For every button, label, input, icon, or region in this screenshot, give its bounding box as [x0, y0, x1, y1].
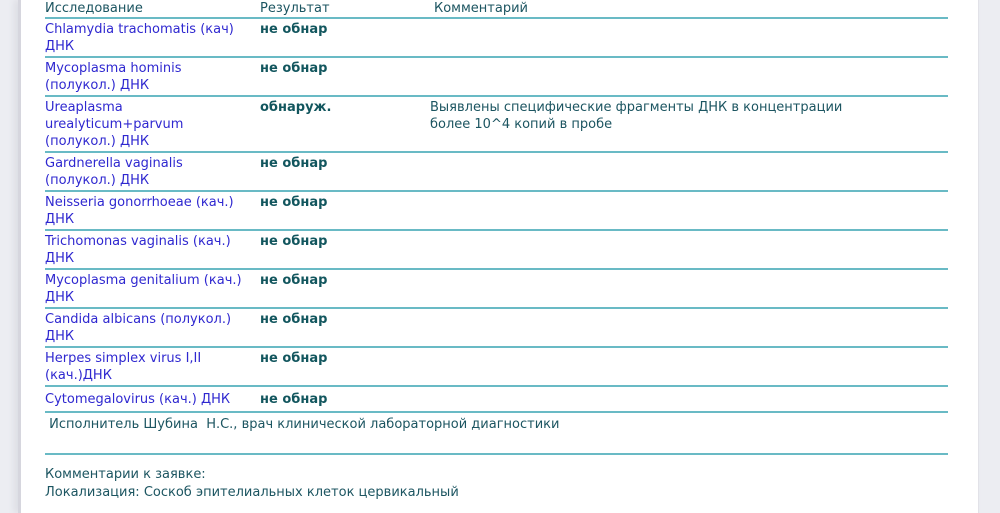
test-name: Mycoplasma hominis (полукол.) ДНК: [45, 61, 182, 93]
test-name: Cytomegalovirus (кач.) ДНК: [45, 392, 231, 407]
column-header-result: Результат: [260, 1, 330, 16]
table-row: [45, 97, 948, 153]
test-comment: [430, 350, 885, 384]
test-result: не обнар: [260, 392, 328, 407]
column-header-study: Исследование: [45, 1, 143, 16]
column-header-comment: Комментарий: [434, 1, 528, 16]
table-row: [45, 387, 948, 413]
test-comment: [430, 194, 885, 228]
test-comment: [430, 155, 885, 189]
test-name: Candida albicans (полукол.) ДНК: [45, 312, 232, 344]
test-result: обнаруж.: [260, 100, 332, 115]
test-name: Neisseria gonorrhoeae (кач.) ДНК: [45, 195, 234, 227]
request-comments-block: [45, 455, 948, 502]
document-page: [18, 0, 979, 513]
test-result: не обнар: [260, 312, 328, 327]
test-result: не обнар: [260, 156, 328, 171]
table-header-row: [45, 0, 948, 19]
test-result: не обнар: [260, 351, 328, 366]
table-row: [45, 192, 948, 231]
table-row: [45, 231, 948, 270]
executor-line: Исполнитель Шубина Н.С., врач клинической лабораторной диагностики: [45, 413, 948, 455]
test-comment: [430, 391, 885, 408]
test-name: Chlamydia trachomatis (кач) ДНК: [45, 22, 234, 54]
table-row: [45, 270, 948, 309]
test-comment: [430, 60, 885, 94]
test-result: не обнар: [260, 22, 328, 37]
request-comments-title: Комментарии к заявке:: [45, 467, 206, 482]
report-content: [45, 0, 948, 502]
test-result: не обнар: [260, 273, 328, 288]
request-comments-localization: Локализация: Соскоб эпителиальных клеток цервикальный: [45, 485, 459, 500]
test-result: не обнар: [260, 61, 328, 76]
table-row: [45, 19, 948, 58]
test-name: Mycoplasma genitalium (кач.) ДНК: [45, 273, 242, 305]
table-row: [45, 58, 948, 97]
test-comment: Выявлены специфические фрагменты ДНК в концентрации более 10^4 копий в пробе: [430, 100, 843, 132]
test-comment: [430, 233, 885, 267]
test-comment: [430, 272, 885, 306]
test-name: Trichomonas vaginalis (кач.) ДНК: [45, 234, 231, 266]
test-name: Gardnerella vaginalis (полукол.) ДНК: [45, 156, 183, 188]
table-row: [45, 153, 948, 192]
table-row: [45, 309, 948, 348]
test-name: Herpes simplex virus I,II (кач.)ДНК: [45, 351, 202, 383]
test-comment: [430, 21, 885, 55]
test-comment: [430, 311, 885, 345]
test-result: не обнар: [260, 234, 328, 249]
results-table-body: [45, 19, 948, 413]
test-name: Ureaplasma urealyticum+parvum (полукол.) ДНК: [45, 100, 184, 149]
test-result: не обнар: [260, 195, 328, 210]
table-row: [45, 348, 948, 387]
